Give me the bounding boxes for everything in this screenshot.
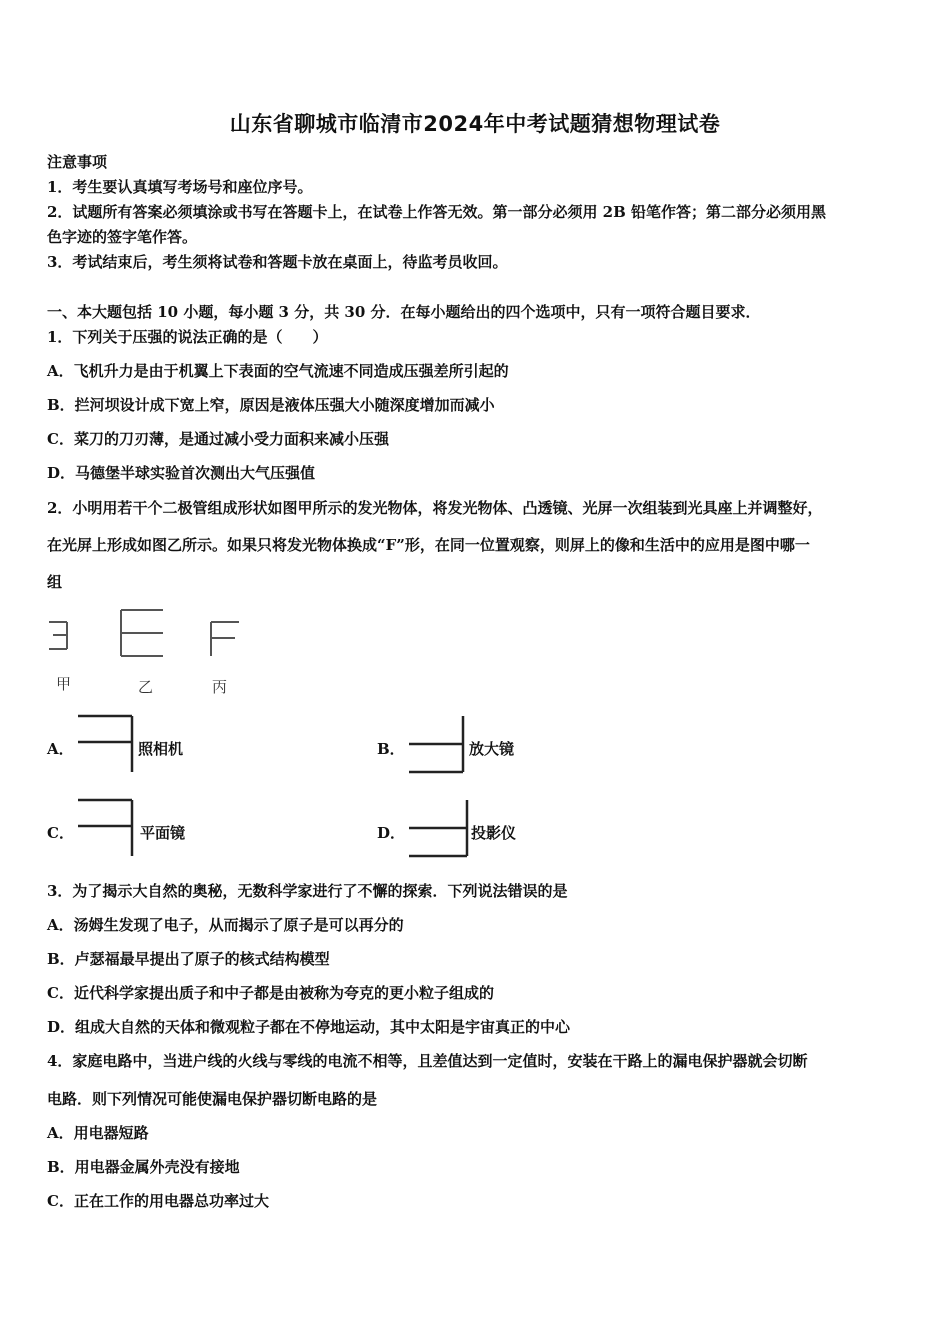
q2-option-a-image <box>74 712 136 776</box>
notice-heading: 注意事项 <box>47 153 108 171</box>
q2-option-d-image <box>405 798 471 860</box>
notice-item: 1．考生要认真填写考场号和座位序号。 <box>47 178 313 196</box>
question-2-stem-line: 在光屏上形成如图乙所示。如果只将发光物体换成“F”形，在同一位置观察，则屏上的像和生活中的应用是图中哪一 <box>47 536 810 554</box>
q3-option-b: B．卢瑟福最早提出了原子的核式结构模型 <box>47 950 330 968</box>
question-4-stem-line: 4．家庭电路中，当进户线的火线与零线的电流不相等，且差值达到一定值时，安装在干路上的漏电保护器就会切断 <box>47 1052 808 1070</box>
q4-option-b: B．用电器金属外壳没有接地 <box>47 1158 240 1176</box>
question-3-stem: 3．为了揭示大自然的奥秘，无数科学家进行了不懈的探索．下列说法错误的是 <box>47 882 568 900</box>
q3-option-d: D．组成大自然的天体和微观粒子都在不停地运动，其中太阳是宇宙真正的中心 <box>47 1018 571 1036</box>
q1-option-c: C．菜刀的刀刃薄，是通过减小受力面积来减小压强 <box>47 430 389 448</box>
q2-option-c-text: 平面镜 <box>140 824 186 842</box>
q1-option-a: A．飞机升力是由于机翼上下表面的空气流速不同造成压强差所引起的 <box>47 362 509 380</box>
q1-option-d: D．马德堡半球实验首次测出大气压强值 <box>47 464 316 482</box>
question-2-stem-line: 组 <box>47 573 63 591</box>
q2-option-a-text: 照相机 <box>138 740 184 758</box>
figure-label-yi: 乙 <box>138 678 154 696</box>
q2-option-c-image <box>74 796 136 860</box>
page-title: 山东省聊城市临清市2024年中考试题猜想物理试卷 <box>229 112 721 136</box>
q2-option-d-text: 投影仪 <box>471 824 517 842</box>
q2-option-b-image <box>405 714 467 776</box>
figure-yi-shape <box>121 610 163 656</box>
q2-option-b-text: 放大镜 <box>469 740 515 758</box>
section-heading: 一、本大题包括 10 小题，每小题 3 分，共 30 分．在每小题给出的四个选项中，只有一项符合题目要求． <box>47 303 761 321</box>
notice-item: 3．考试结束后，考生须将试卷和答题卡放在桌面上，待监考员收回。 <box>47 253 508 271</box>
question-2-stem-line: 2．小明用若干个二极管组成形状如图甲所示的发光物体，将发光物体、凸透镜、光屏一次组装到光具座上并调整好， <box>47 499 823 517</box>
question-1-stem: 1．下列关于压强的说法正确的是（ ） <box>47 328 328 346</box>
figure-label-bing: 丙 <box>212 678 228 696</box>
figure-jia-shape <box>49 622 67 649</box>
q4-option-a: A．用电器短路 <box>47 1124 149 1142</box>
question-4-stem-line: 电路．则下列情况可能使漏电保护器切断电路的是 <box>47 1090 378 1108</box>
q2-option-b-letter: B． <box>377 740 405 758</box>
q3-option-a: A．汤姆生发现了电子，从而揭示了原子是可以再分的 <box>47 916 404 934</box>
notice-item: 色字迹的签字笔作答。 <box>47 228 198 246</box>
figure-label-jia: 甲 <box>56 675 72 693</box>
q3-option-c: C．近代科学家提出质子和中子都是由被称为夸克的更小粒子组成的 <box>47 984 494 1002</box>
figure-bing-shape <box>211 622 239 656</box>
q2-option-d-letter: D． <box>377 824 406 842</box>
notice-item: 2．试题所有答案必须填涂或书写在答题卡上，在试卷上作答无效。第一部分必须用 2B 铅笔作答；第二部分必须用黑 <box>47 203 827 221</box>
q2-option-c-letter: C． <box>47 824 74 842</box>
figure-shapes <box>45 608 245 668</box>
q4-option-c: C．正在工作的用电器总功率过大 <box>47 1192 269 1210</box>
q1-option-b: B．拦河坝设计成下宽上窄，原因是液体压强大小随深度增加而减小 <box>47 396 495 414</box>
q2-option-a-letter: A． <box>47 740 74 758</box>
